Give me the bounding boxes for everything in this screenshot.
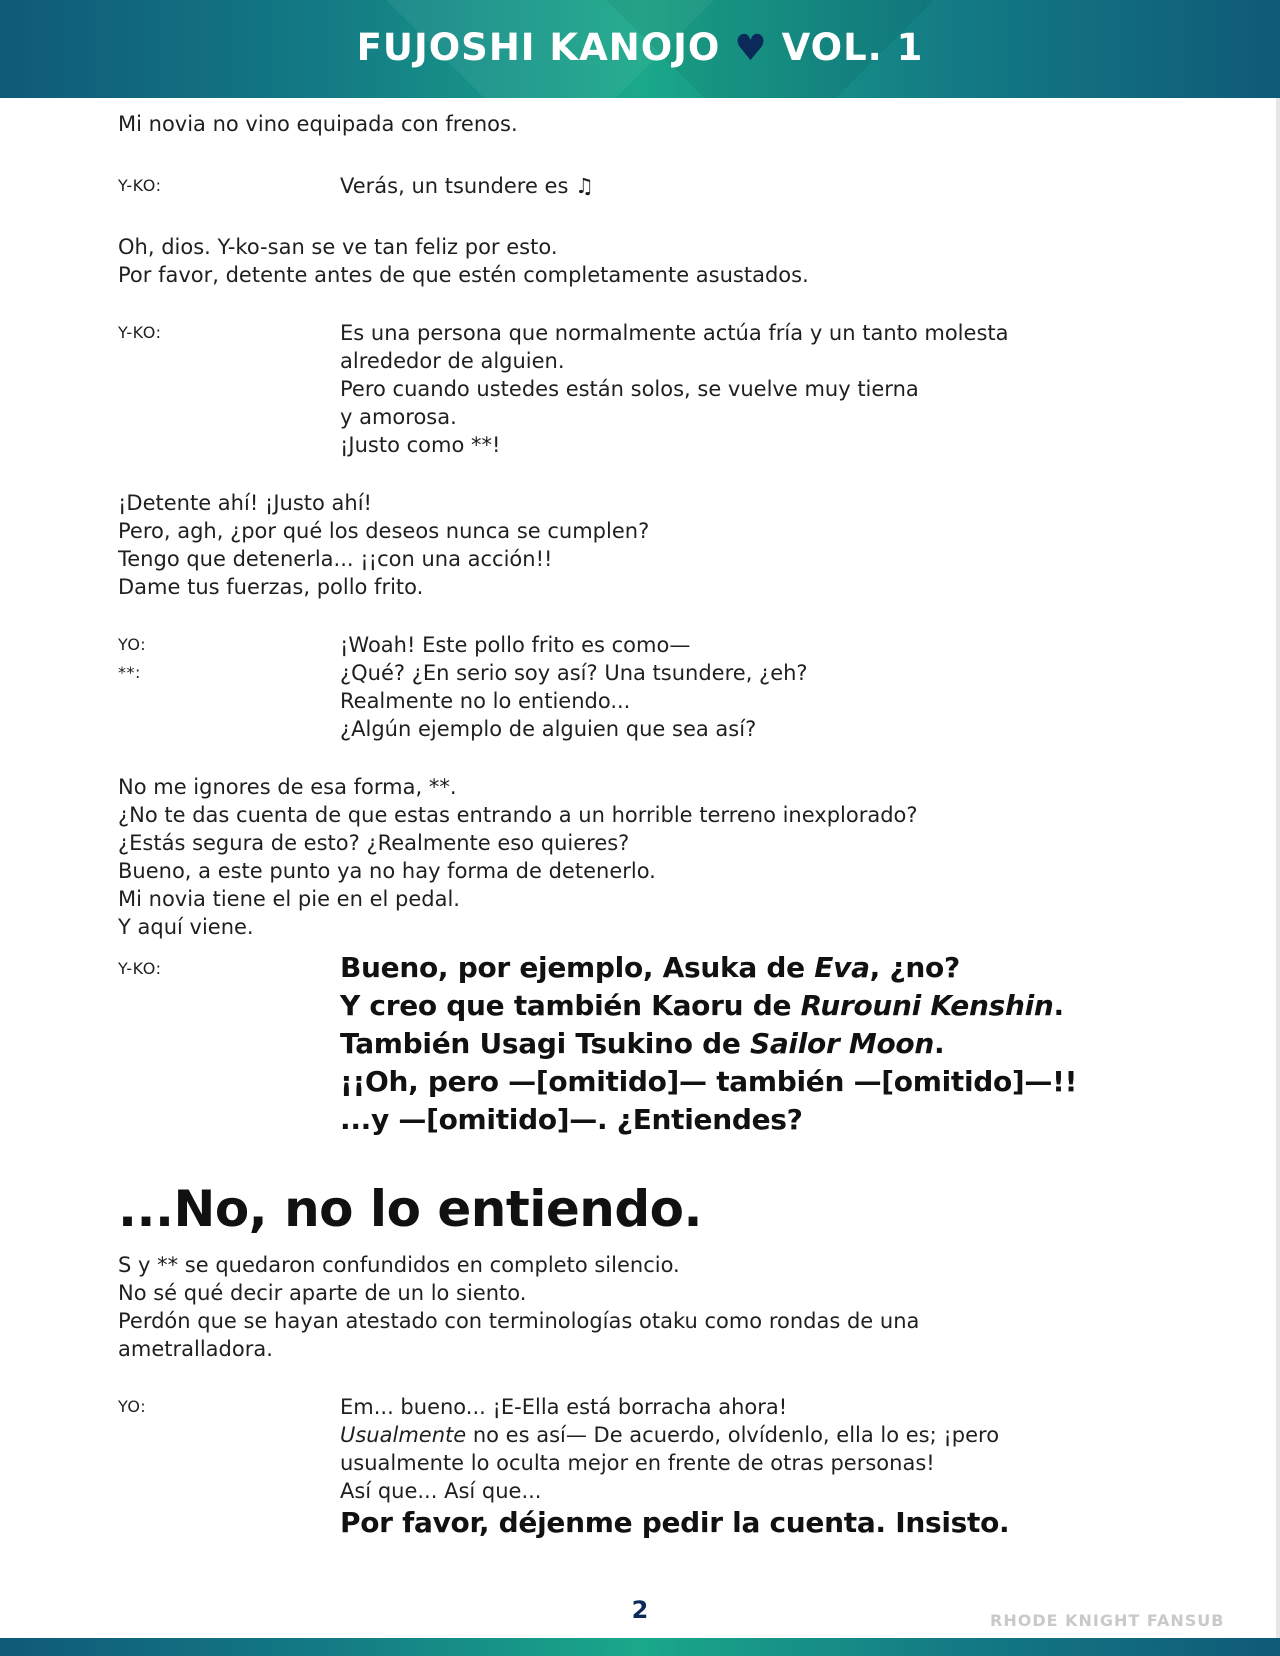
text-line: Usualmente no es así— De acuerdo, olvídenlo, ella lo es; ¡pero — [340, 1423, 1000, 1447]
header-title-left: FUJOSHI KANOJO — [356, 26, 721, 69]
speaker-label: Y-KO: — [118, 959, 162, 978]
text-line: Dame tus fuerzas, pollo frito. — [118, 575, 424, 599]
text-line: Mi novia no vino equipada con frenos. — [118, 112, 518, 136]
text-line: Mi novia tiene el pie en el pedal. — [118, 887, 460, 911]
speech-text-bold — [340, 949, 1218, 1139]
speaker-label: Y-KO: — [118, 176, 162, 195]
page-edge — [1276, 98, 1280, 1638]
paragraph-1 — [118, 110, 1218, 138]
speech-text — [340, 631, 1218, 743]
header-title — [0, 26, 1280, 69]
text-line: y amorosa. — [340, 405, 457, 429]
text-line: S y ** se quedaron confundidos en completo silencio. — [118, 1253, 680, 1277]
heart-icon: ♥ — [734, 28, 768, 69]
text-line: Por favor, detente antes de que estén completamente asustados. — [118, 263, 809, 287]
text-line: Em... bueno... ¡E-Ella está borracha ahora! — [340, 1395, 788, 1419]
text-line: ¿Algún ejemplo de alguien que sea así? — [340, 717, 757, 741]
speaker-label: Y-KO: — [118, 323, 162, 342]
paragraph-2 — [118, 233, 1218, 289]
text-line: Perdón que se hayan atestado con terminologías otaku como rondas de una — [118, 1309, 920, 1333]
page-footer — [0, 1638, 1280, 1656]
text-line: Realmente no lo entiendo... — [340, 689, 631, 713]
text-line: usualmente lo oculta mejor en frente de otras personas! — [340, 1451, 935, 1475]
text-line: Es una persona que normalmente actúa fría y un tanto molesta — [340, 321, 1009, 345]
text-line: ¿Qué? ¿En serio soy así? Una tsundere, ¿eh? — [340, 661, 808, 685]
paragraph-4 — [118, 773, 1218, 941]
text-line: ¡Woah! Este pollo frito es como— — [340, 633, 691, 657]
dialogue-3 — [118, 631, 1218, 743]
watermark: RHODE KNIGHT FANSUB — [990, 1611, 1225, 1630]
text-line: ¡Justo como **! — [340, 433, 501, 457]
text-line: Y aquí viene. — [118, 915, 254, 939]
speech-text — [340, 1393, 1218, 1541]
text-line: ¡Detente ahí! ¡Justo ahí! — [118, 491, 372, 515]
dialogue-2 — [118, 319, 1218, 459]
page-number: 2 — [631, 1596, 649, 1624]
text-line: También Usagi Tsukino de Sailor Moon. — [340, 1027, 945, 1060]
dialogue-4 — [118, 949, 1218, 1139]
text-line: ametralladora. — [118, 1337, 273, 1361]
text-line: Así que... Así que... — [340, 1479, 542, 1503]
text-line: Oh, dios. Y-ko-san se ve tan feliz por esto. — [118, 235, 558, 259]
text-line: alrededor de alguien. — [340, 349, 565, 373]
speaker-label: YO: — [118, 635, 147, 654]
text-line: Bueno, por ejemplo, Asuka de Eva, ¿no? — [340, 951, 960, 984]
page-header — [0, 0, 1280, 98]
speech-text — [340, 172, 1218, 200]
page-content — [118, 110, 1218, 1541]
text-line: Pero, agh, ¿por qué los deseos nunca se cumplen? — [118, 519, 650, 543]
text-line: Verás, un tsundere es ♫ — [340, 174, 594, 198]
text-line: No sé qué decir aparte de un lo siento. — [118, 1281, 527, 1305]
text-line: Y creo que también Kaoru de Rurouni Kenshin. — [340, 989, 1064, 1022]
text-line: ¡¡Oh, pero —[omitido]— también —[omitido]—!! — [340, 1065, 1078, 1098]
header-title-right: VOL. 1 — [781, 26, 924, 69]
text-line-bold: Por favor, déjenme pedir la cuenta. Insisto. — [340, 1506, 1010, 1539]
emphasis-heading: ...No, no lo entiendo. — [118, 1180, 703, 1238]
speaker-label: YO: — [118, 1397, 147, 1416]
text-line: Pero cuando ustedes están solos, se vuelve muy tierna — [340, 377, 919, 401]
dialogue-1 — [118, 172, 1218, 200]
speech-text — [340, 319, 1218, 459]
text-line: ¿Estás segura de esto? ¿Realmente eso quieres? — [118, 831, 630, 855]
text-line: Tengo que detenerla... ¡¡con una acción!! — [118, 547, 553, 571]
text-line: ¿No te das cuenta de que estas entrando a un horrible terreno inexplorado? — [118, 803, 918, 827]
text-line: Bueno, a este punto ya no hay forma de detenerlo. — [118, 859, 656, 883]
paragraph-5 — [118, 1251, 1218, 1363]
text-line: No me ignores de esa forma, **. — [118, 775, 457, 799]
dialogue-5 — [118, 1393, 1218, 1541]
text-line: ...y —[omitido]—. ¿Entiendes? — [340, 1103, 803, 1136]
speaker-label: **: — [118, 663, 141, 682]
paragraph-3 — [118, 489, 1218, 601]
